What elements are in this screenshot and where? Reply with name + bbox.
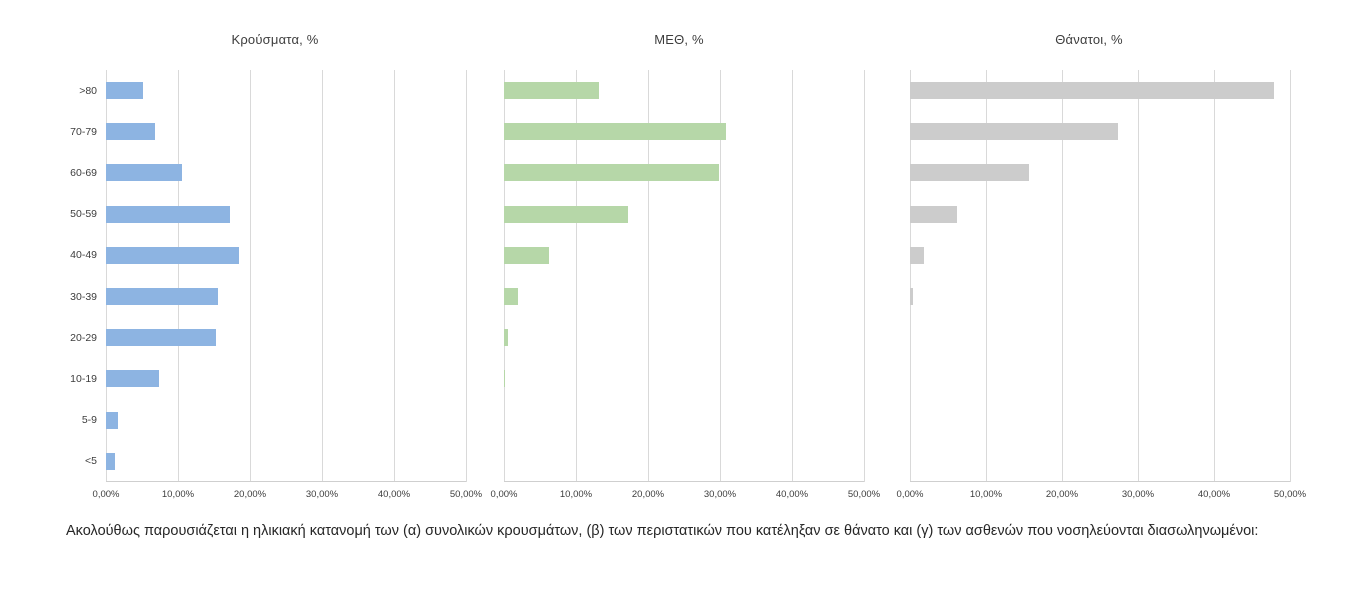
- bar: [910, 288, 913, 305]
- category-label: 5-9: [81, 414, 97, 427]
- bar: [910, 247, 924, 264]
- category-label: <5: [85, 455, 97, 468]
- bar: [504, 164, 719, 181]
- bar-row: [504, 194, 864, 235]
- x-axis-tick-label: 30,00%: [1121, 489, 1155, 500]
- chart-panel-cases: [66, 0, 484, 510]
- bar-row: [70, 317, 466, 358]
- bar: [106, 329, 216, 346]
- plot-area-cases: [70, 70, 483, 500]
- bar-row: [70, 235, 466, 276]
- x-axis-tick-label: 0,00%: [896, 489, 924, 500]
- bar: [504, 329, 508, 346]
- bar-row: [504, 358, 864, 399]
- bar-row: [504, 317, 864, 358]
- bar-row: [81, 400, 466, 441]
- bar-row: [504, 276, 864, 317]
- bar: [106, 82, 143, 99]
- bar: [106, 247, 239, 264]
- bar-rows: [910, 70, 1290, 482]
- x-axis-tick-label: 0,00%: [490, 489, 518, 500]
- bar-row: [910, 235, 1290, 276]
- category-label: 60-69: [70, 166, 97, 179]
- x-axis-tick-label: 0,00%: [92, 489, 120, 500]
- x-axis-tick-label: 40,00%: [377, 489, 411, 500]
- bar: [504, 288, 518, 305]
- bar-row: [910, 358, 1290, 399]
- x-axis-tick-label: 20,00%: [233, 489, 267, 500]
- bar: [106, 123, 155, 140]
- bar-row: [85, 441, 466, 482]
- bar-row: [504, 152, 864, 193]
- bar: [910, 206, 957, 223]
- category-label: 50-59: [70, 208, 97, 221]
- bar: [504, 370, 505, 387]
- bar-row: [70, 111, 466, 152]
- plot-area-icu: [490, 70, 881, 500]
- gridline: [864, 70, 865, 482]
- x-axis-tick-label: 30,00%: [305, 489, 339, 500]
- bar-row: [70, 358, 466, 399]
- bar-row: [504, 400, 864, 441]
- bar: [504, 247, 549, 264]
- bar-row: [910, 152, 1290, 193]
- bar-row: [504, 111, 864, 152]
- bar: [910, 123, 1118, 140]
- category-label: 40-49: [70, 249, 97, 262]
- category-label: 30-39: [70, 290, 97, 303]
- category-label: 10-19: [70, 372, 97, 385]
- caption-paragraph: Ακολούθως παρουσιάζεται η ηλικιακή κατανομή των (α) συνολικών κρουσμάτων, (β) των περιστατικών που κατέληξαν σε θάνατο και (γ) των ασθενών που νοσηλεύονται διασωληνωμένοι:: [66, 523, 1259, 539]
- bar: [504, 123, 726, 140]
- bar: [106, 288, 218, 305]
- bar-row: [70, 194, 466, 235]
- x-axis-tick-label: 50,00%: [847, 489, 881, 500]
- bar-row: [910, 276, 1290, 317]
- chart-title-deaths: Θάνατοι, %: [1055, 32, 1123, 47]
- bar-row: [70, 152, 466, 193]
- chart-panel-deaths: [874, 0, 1307, 510]
- x-axis-tick-label: 40,00%: [1197, 489, 1231, 500]
- bar: [910, 164, 1029, 181]
- bar-row: [504, 441, 864, 482]
- bar-row: [910, 317, 1290, 358]
- x-axis-tick-label: 10,00%: [559, 489, 593, 500]
- bar: [106, 164, 182, 181]
- bar-row: [910, 194, 1290, 235]
- bar-row: [910, 441, 1290, 482]
- chart-panel-icu: [470, 0, 888, 510]
- bar-row: [504, 235, 864, 276]
- chart-title-cases: Κρούσματα, %: [231, 32, 319, 47]
- x-axis-tick-label: 50,00%: [449, 489, 483, 500]
- plot-area-deaths: [896, 70, 1307, 500]
- gridline: [1290, 70, 1291, 482]
- x-axis-tick-label: 10,00%: [161, 489, 195, 500]
- bar: [106, 370, 159, 387]
- x-axis-tick-label: 10,00%: [969, 489, 1003, 500]
- bar: [504, 206, 628, 223]
- x-axis-tick-label: 50,00%: [1273, 489, 1307, 500]
- x-axis-tick-label: 40,00%: [775, 489, 809, 500]
- gridline: [466, 70, 467, 482]
- bar-row: [910, 400, 1290, 441]
- category-label: 70-79: [70, 125, 97, 138]
- bar: [106, 206, 230, 223]
- bar: [106, 453, 115, 470]
- bar-row: [70, 276, 466, 317]
- x-axis-tick-label: 20,00%: [631, 489, 665, 500]
- bar-rows: [504, 70, 864, 482]
- bar: [910, 82, 1274, 99]
- bar-row: [910, 111, 1290, 152]
- bar-row: [504, 70, 864, 111]
- bar: [504, 82, 599, 99]
- category-label: 20-29: [70, 331, 97, 344]
- x-axis-tick-label: 20,00%: [1045, 489, 1079, 500]
- bar-row: [910, 70, 1290, 111]
- bar-rows: [70, 70, 466, 482]
- bar: [106, 412, 118, 429]
- bar-row: [79, 70, 466, 111]
- category-label: >80: [79, 84, 97, 97]
- x-axis-tick-label: 30,00%: [703, 489, 737, 500]
- chart-title-icu: ΜΕΘ, %: [654, 32, 704, 47]
